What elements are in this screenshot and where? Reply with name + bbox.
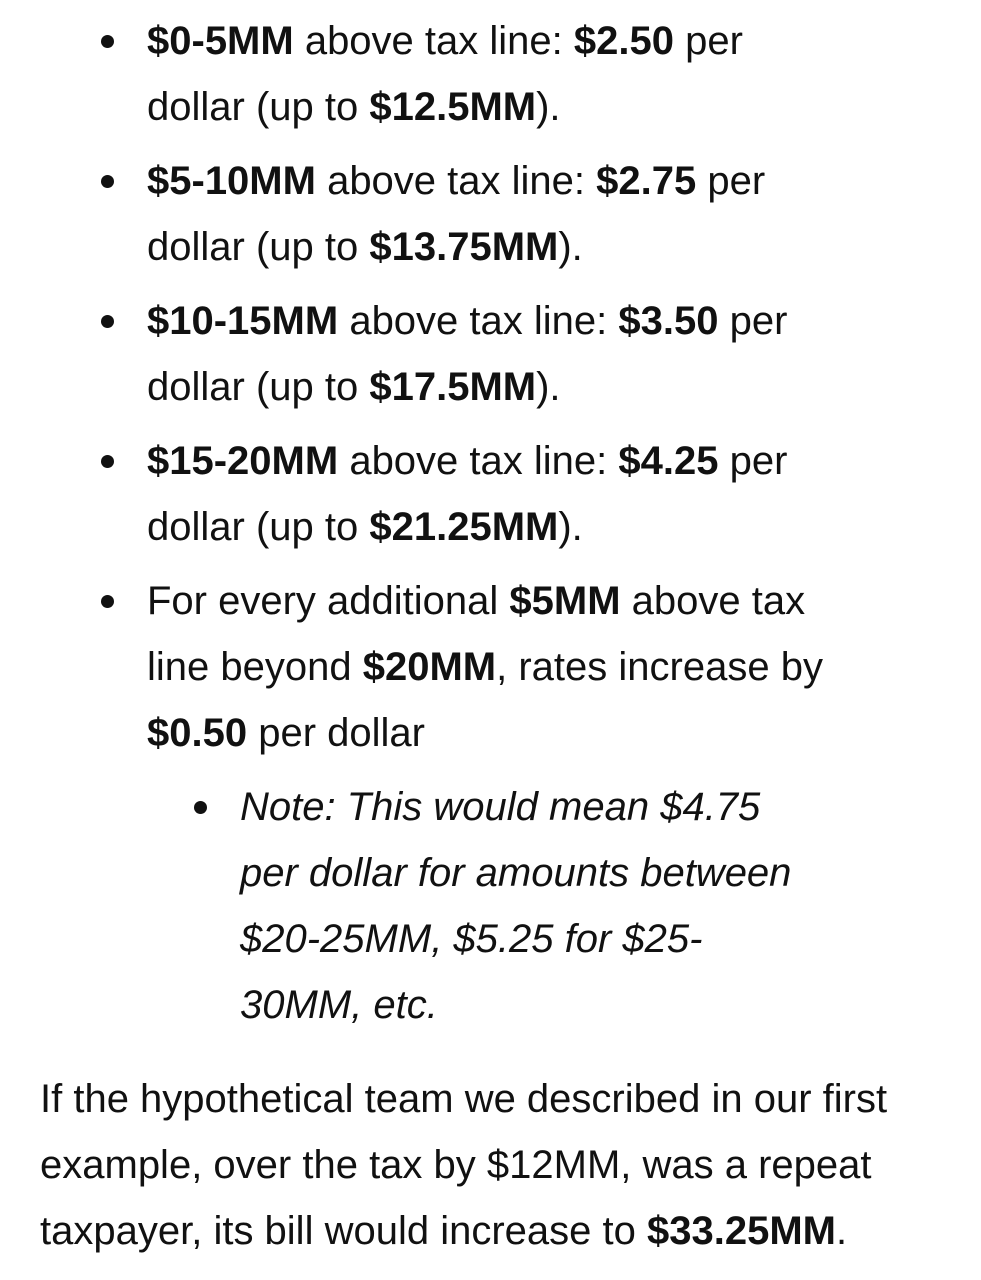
additional-text: For every additional [147, 579, 510, 623]
list-item [147, 148, 847, 280]
list-item [147, 568, 847, 1038]
tier-max: $12.5MM [369, 85, 537, 129]
additional-text: above tax line beyond [147, 579, 806, 689]
tier-text: above tax line: [338, 439, 619, 483]
list-item [147, 8, 847, 140]
tier-text: ). [558, 225, 583, 269]
note-text: Note: This would mean $4.75 per dollar for amounts between $20-25MM, $5.25 for $25-30MM, etc. [240, 785, 792, 1027]
tier-range: $0-5MM [147, 19, 294, 63]
summary-text: If the hypothetical team we described in our first example, over the tax by $12MM, was a repeat taxpayer, its bill would increase to [40, 1077, 888, 1253]
tier-text: ). [558, 505, 583, 549]
tier-range: $15-20MM [147, 439, 339, 483]
tier-text: per dollar (up to [147, 299, 788, 409]
tax-tier-list [147, 8, 847, 1038]
tier-text: ). [536, 85, 561, 129]
list-item [240, 774, 820, 1038]
tier-text: ). [536, 365, 561, 409]
tier-max: $17.5MM [369, 365, 537, 409]
tier-rate: $2.50 [573, 19, 674, 63]
list-item [147, 288, 847, 420]
additional-step: $5MM [509, 579, 621, 623]
tier-text: above tax line: [315, 159, 597, 203]
note-list [240, 774, 820, 1038]
additional-threshold: $20MM [362, 645, 497, 689]
tier-rate: $2.75 [596, 159, 697, 203]
additional-text: , rates increase by [496, 645, 823, 689]
tier-text: above tax line: [293, 19, 574, 63]
bullet-icon [101, 315, 114, 328]
summary-paragraph [40, 1066, 950, 1264]
additional-text: per dollar [247, 711, 425, 755]
tier-max: $21.25MM [369, 505, 559, 549]
tier-text: per dollar (up to [147, 159, 766, 269]
list-item [147, 428, 847, 560]
bullet-icon [194, 801, 207, 814]
tier-rate: $4.25 [618, 439, 719, 483]
bullet-icon [101, 35, 114, 48]
bullet-icon [101, 595, 114, 608]
tier-max: $13.75MM [369, 225, 559, 269]
tier-rate: $3.50 [618, 299, 719, 343]
summary-amount: $33.25MM [646, 1209, 836, 1253]
summary-text: . [835, 1209, 848, 1253]
tier-range: $5-10MM [147, 159, 316, 203]
tier-range: $10-15MM [147, 299, 339, 343]
tier-text: above tax line: [338, 299, 619, 343]
bullet-icon [101, 175, 114, 188]
bullet-icon [101, 455, 114, 468]
tier-text: per dollar (up to [147, 439, 788, 549]
tier-text: per dollar (up to [147, 19, 743, 129]
additional-increase: $0.50 [147, 711, 248, 755]
